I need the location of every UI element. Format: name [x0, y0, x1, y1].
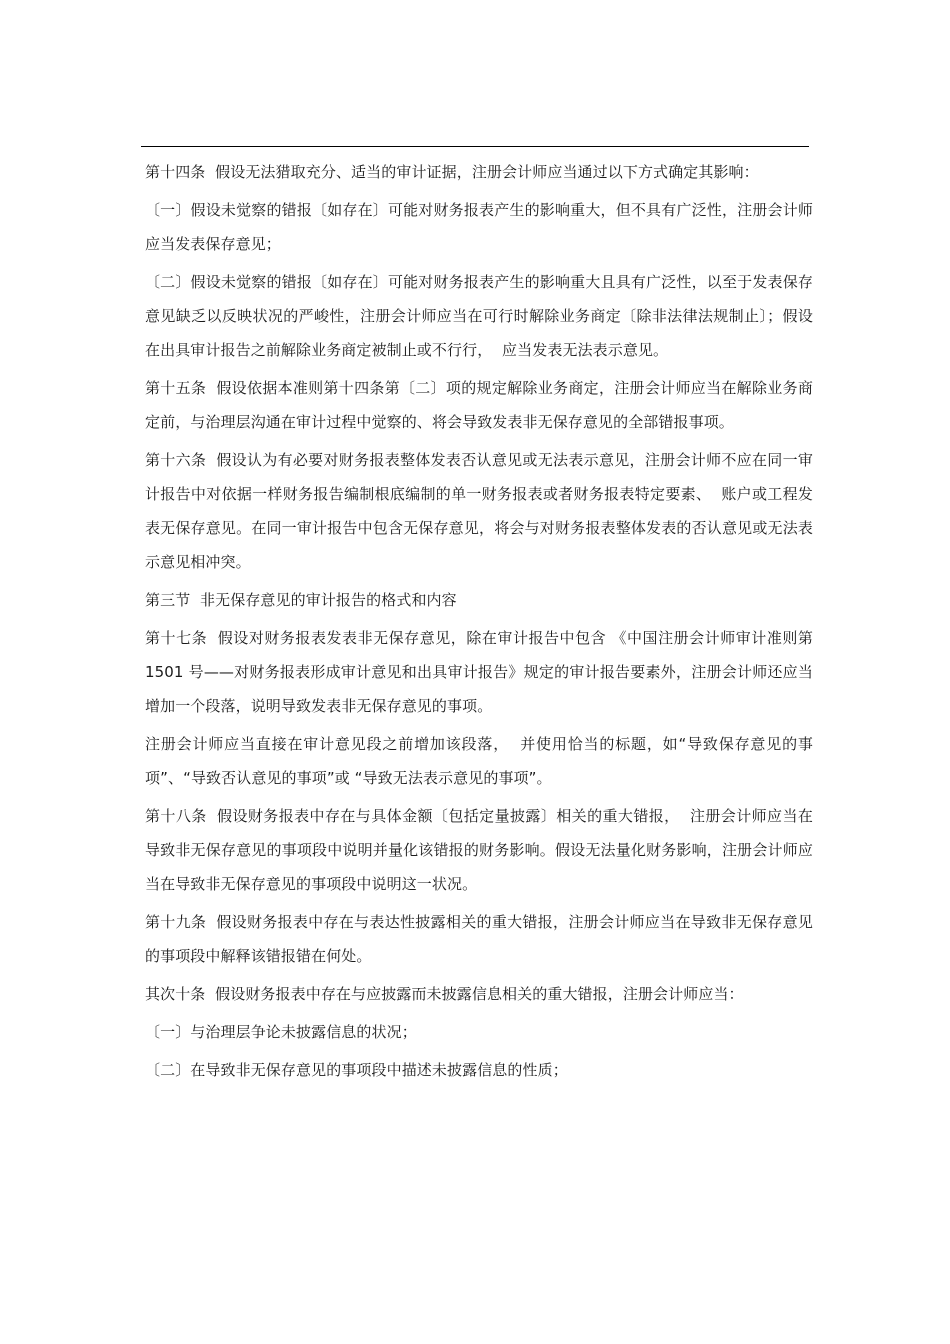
- paragraph-article-18: 第十八条 假设财务报表中存在与具体金额〔包括定量披露〕相关的重大错报， 注册会计师应当在导致非无保存意见的事项段中说明并量化该错报的财务影响。假设无法量化财务影响，注册会计师应当在导致非无保存意见的事项段中说明这一状况。: [145, 807, 813, 893]
- paragraph-article-20-item-1: 〔一〕与治理层争论未披露信息的状况；: [145, 1023, 417, 1041]
- paragraph-article-14: 第十四条 假设无法猎取充分、适当的审计证据，注册会计师应当通过以下方式确定其影响：: [145, 163, 759, 181]
- paragraph-article-16: 第十六条 假设认为有必要对财务报表整体发表否认意见或无法表示意见，注册会计师不应在同一审计报告中对依据一样财务报告编制根底编制的单一财务报表或者财务报表特定要素、 账户或工程发表无保存意见。在同一审计报告中包含无保存意见，将会与对财务报表整体发表的否认意见或无法表示意见相冲突。: [145, 451, 813, 571]
- document-body: [145, 155, 823, 1091]
- header-rule: [141, 146, 809, 147]
- paragraph-article-14-item-1: 〔一〕假设未觉察的错报〔如存在〕可能对财务报表产生的影响重大，但不具有广泛性，注册会计师应当发表保存意见；: [145, 201, 813, 253]
- paragraph-article-14-item-2: 〔二〕假设未觉察的错报〔如存在〕可能对财务报表产生的影响重大且具有广泛性，以至于发表保存意见缺乏以反映状况的严峻性，注册会计师应当在可行时解除业务商定〔除非法律法规制止〕；假设在出具审计报告之前解除业务商定被制止或不行行， 应当发表无法表示意见。: [145, 273, 813, 359]
- paragraph-article-19: 第十九条 假设财务报表中存在与表达性披露相关的重大错报，注册会计师应当在导致非无保存意见的事项段中解释该错报错在何处。: [145, 913, 813, 965]
- paragraph-article-20-item-2: 〔二〕在导致非无保存意见的事项段中描述未披露信息的性质；: [145, 1061, 568, 1079]
- section-heading-3: 第三节 非无保存意见的审计报告的格式和内容: [145, 591, 457, 609]
- paragraph-article-20: 其次十条 假设财务报表中存在与应披露而未披露信息相关的重大错报，注册会计师应当：: [145, 985, 744, 1003]
- paragraph-article-17-cont: 注册会计师应当直接在审计意见段之前增加该段落， 并使用恰当的标题，如“导致保存意见的事项”、“导致否认意见的事项”或 “导致无法表示意见的事项”。: [145, 735, 813, 787]
- paragraph-article-17: 第十七条 假设对财务报表发表非无保存意见，除在审计报告中包含 《中国注册会计师审计准则第 1501 号——对财务报表形成审计意见和出具审计报告》规定的审计报告要素外，注册会计师还应当增加一个段落，说明导致发表非无保存意见的事项。: [145, 629, 823, 715]
- paragraph-article-15: 第十五条 假设依据本准则第十四条第〔二〕项的规定解除业务商定，注册会计师应当在解除业务商定前，与治理层沟通在审计过程中觉察的、将会导致发表非无保存意见的全部错报事项。: [145, 379, 813, 431]
